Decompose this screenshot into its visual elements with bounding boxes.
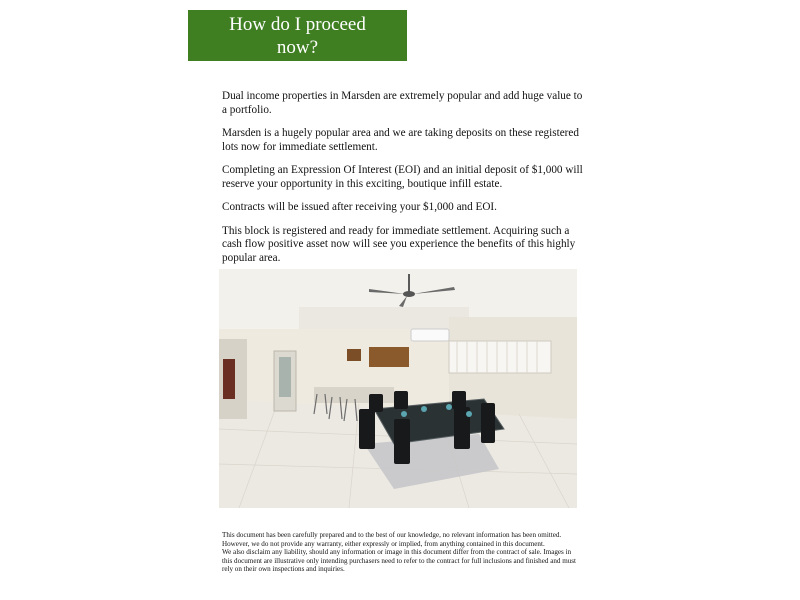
disclaimer [222, 531, 578, 574]
paragraph-registered-block: This block is registered and ready for immediate settlement. Acquiring such a cash flow positive asset now will see you experience the benefits of this highly popular area. [222, 224, 576, 264]
disclaimer-line: We also disclaim any liability, should any information or image in this document differ from the contract of sale. Images in this document are illustrative only intending purchasers need to refer to the contract for full inclusions and finished and must rely on their own inspections and inquiries. [222, 548, 577, 574]
paragraph-dual-income: Dual income properties in Marsden are extremely popular and add huge value to a portfolio. [222, 90, 583, 116]
disclaimer-line: However, we do not provide any warranty, either expressly or implied, from anything contained in this document. [222, 539, 545, 548]
dining-room-photo [219, 269, 577, 508]
disclaimer-line: This document has been carefully prepared and to the best of our knowledge, no relevant information has been omitted. [222, 531, 562, 539]
paragraph-contracts: Contracts will be issued after receiving your $1,000 and EOI. [222, 201, 497, 213]
paragraph-eoi-deposit: Completing an Expression Of Interest (EOI) and an initial deposit of $1,000 will reserve your opportunity in this exciting, boutique infill estate. [222, 164, 583, 190]
header-banner [188, 10, 407, 61]
page-title: How do I proceed now? [229, 13, 366, 58]
paragraph-marsden-area: Marsden is a hugely popular area and we are taking deposits on these registered lots now for immediate settlement. [222, 127, 579, 153]
body-text [222, 90, 584, 275]
